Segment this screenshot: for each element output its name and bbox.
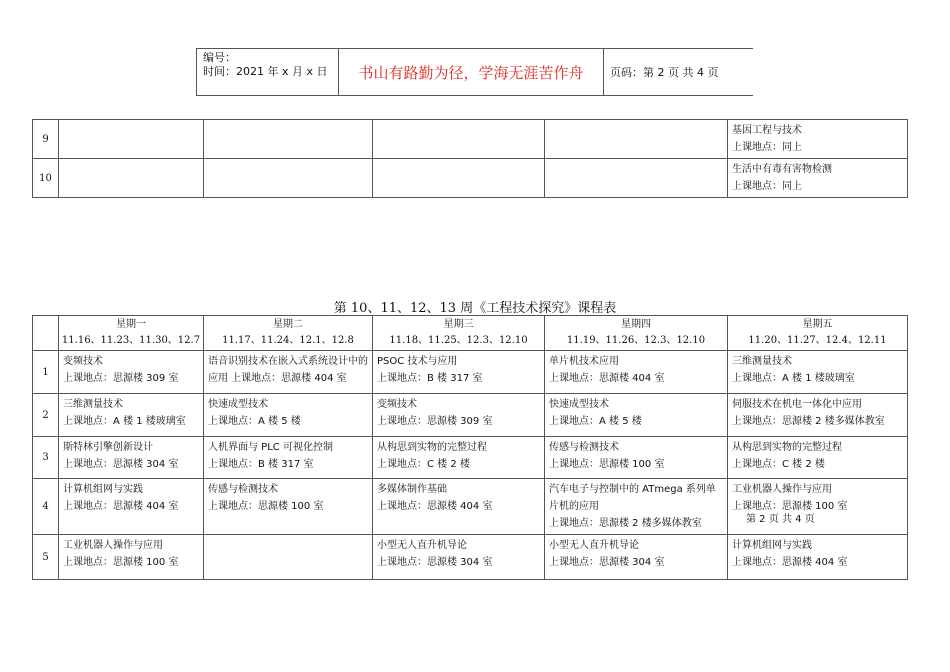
document-header xyxy=(196,48,753,96)
row-number: 5 xyxy=(33,535,59,580)
schedule-cell xyxy=(545,535,728,580)
schedule-cell xyxy=(59,351,204,394)
course-location: 上课地点：C 楼 2 楼 xyxy=(732,459,825,470)
course-location: 上课地点：思源楼 100 室 xyxy=(208,501,324,512)
schedule-title: 第 10、11、12、13 周《工程技术探究》课程表 xyxy=(333,301,617,316)
course-location: 上课地点：同上 xyxy=(732,181,802,192)
course-name: 汽车电子与控制中的 ATmega 系列单片机的应用 xyxy=(549,484,716,512)
empty-cell xyxy=(204,535,373,580)
day-dates: 11.20、11.27、12.4、12.11 xyxy=(748,335,887,346)
schedule-cell xyxy=(545,479,728,535)
schedule-cell xyxy=(204,437,373,479)
course-name: 计算机组网与实践 xyxy=(63,484,143,495)
day-dates: 11.17、11.24、12.1、12.8 xyxy=(222,335,354,346)
course-location: 上课地点：思源楼 304 室 xyxy=(377,557,493,568)
row-number: 2 xyxy=(33,394,59,437)
day-name: 星期一 xyxy=(116,319,146,330)
course-location: 上课地点：A 楼 5 楼 xyxy=(549,416,642,427)
day-name: 星期三 xyxy=(443,319,474,330)
day-header xyxy=(728,316,908,351)
course-name: 语音识别技术在嵌入式系统设计中的应用 上课地点：思源楼 404 室 xyxy=(208,356,368,384)
course-name: PSOC 技术与应用 xyxy=(377,356,458,367)
schedule-cell xyxy=(545,351,728,394)
course-location: 上课地点：思源楼 404 室 xyxy=(732,557,848,568)
schedule-cell xyxy=(545,437,728,479)
schedule-cell xyxy=(59,535,204,580)
schedule-cell xyxy=(373,479,545,535)
schedule-cell xyxy=(373,437,545,479)
course-location: 上课地点：思源楼 404 室 xyxy=(549,373,665,384)
schedule-cell xyxy=(728,159,908,198)
course-name: 单片机技术应用 xyxy=(549,356,619,367)
course-name: 从构思到实物的完整过程 xyxy=(377,442,487,453)
schedule-cell xyxy=(373,535,545,580)
course-location: 上课地点：思源楼 404 室 xyxy=(63,501,179,512)
course-location: 上课地点：C 楼 2 楼 xyxy=(377,459,470,470)
empty-cell xyxy=(545,120,728,159)
course-name: 从构思到实物的完整过程 xyxy=(732,442,842,453)
page-note: 第 2 页 共 4 页 xyxy=(746,514,815,525)
course-location: 上课地点：思源楼 100 室 xyxy=(549,459,665,470)
table-row xyxy=(33,394,908,437)
row-number: 1 xyxy=(33,351,59,394)
schedule-cell xyxy=(728,120,908,159)
day-dates: 11.18、11.25、12.3、12.10 xyxy=(389,335,528,346)
course-location: 上课地点：思源楼 2 楼多媒体教室 xyxy=(549,518,702,529)
page-info: 页码：第 2 页 共 4 页 xyxy=(610,66,719,79)
course-name: 斯特林引擎创新设计 xyxy=(63,442,153,453)
course-location: 上课地点：B 楼 317 室 xyxy=(377,373,483,384)
course-name: 多媒体制作基础 xyxy=(377,484,447,495)
schedule-cell xyxy=(728,535,908,580)
course-name: 传感与检测技术 xyxy=(208,484,278,495)
empty-cell xyxy=(373,120,545,159)
schedule-cell xyxy=(373,351,545,394)
course-name: 小型无人直升机导论 xyxy=(377,540,467,551)
schedule-cell xyxy=(59,479,204,535)
course-name: 变频技术 xyxy=(377,399,417,410)
empty-cell xyxy=(59,159,204,198)
course-name: 基因工程与技术 xyxy=(732,125,802,136)
course-location: 上课地点：A 楼 5 楼 xyxy=(208,416,301,427)
day-name: 星期二 xyxy=(273,319,303,330)
course-location: 上课地点：思源楼 2 楼多媒体教室 xyxy=(732,416,885,427)
course-location: 上课地点：思源楼 100 室 xyxy=(63,557,179,568)
course-name: 三维测量技术 xyxy=(732,356,792,367)
row-number: 3 xyxy=(33,437,59,479)
table-row xyxy=(33,437,908,479)
course-name: 快速成型技术 xyxy=(208,399,268,410)
row-number: 10 xyxy=(33,159,59,198)
course-name: 变频技术 xyxy=(63,356,103,367)
row-number: 4 xyxy=(33,479,59,535)
table-row xyxy=(33,535,908,580)
table-row xyxy=(33,159,908,198)
empty-cell xyxy=(59,120,204,159)
course-location: 上课地点：A 楼 1 楼玻璃室 xyxy=(732,373,855,384)
empty-cell xyxy=(373,159,545,198)
course-location: 上课地点：思源楼 100 室 xyxy=(732,501,848,512)
course-name: 人机界面与 PLC 可视化控制 xyxy=(208,442,333,453)
empty-cell xyxy=(204,120,373,159)
header-motto: 书山有路勤为径，学海无涯苦作舟 xyxy=(339,49,604,95)
course-name: 快速成型技术 xyxy=(549,399,609,410)
schedule-cell xyxy=(728,437,908,479)
course-name: 三维测量技术 xyxy=(63,399,123,410)
empty-cell xyxy=(545,159,728,198)
schedule-cell xyxy=(59,394,204,437)
schedule-cell xyxy=(728,351,908,394)
course-location: 上课地点：思源楼 309 室 xyxy=(63,373,179,384)
row-number: 9 xyxy=(33,120,59,159)
table-row xyxy=(33,479,908,535)
header-meta xyxy=(197,49,339,95)
day-header xyxy=(59,316,204,351)
schedule-cell xyxy=(204,394,373,437)
number-label: 编号： xyxy=(203,51,236,64)
schedule-cell xyxy=(204,479,373,535)
course-schedule-table xyxy=(32,315,908,580)
course-location: 上课地点：思源楼 404 室 xyxy=(377,501,493,512)
course-location: 上课地点：A 楼 1 楼玻璃室 xyxy=(63,416,186,427)
day-name: 星期四 xyxy=(621,319,651,330)
course-name: 计算机组网与实践 xyxy=(732,540,812,551)
schedule-cell xyxy=(728,394,908,437)
course-name: 工业机器人操作与应用 xyxy=(63,540,163,551)
course-name: 伺服技术在机电一体化中应用 xyxy=(732,399,862,410)
schedule-cell xyxy=(545,394,728,437)
schedule-cell xyxy=(204,351,373,394)
day-header xyxy=(204,316,373,351)
day-name: 星期五 xyxy=(802,319,833,330)
course-location: 上课地点：思源楼 304 室 xyxy=(63,459,179,470)
course-name: 传感与检测技术 xyxy=(549,442,619,453)
time-label: 时间：2021 年 x 月 x 日 xyxy=(203,65,328,78)
schedule-cell xyxy=(373,394,545,437)
day-header xyxy=(545,316,728,351)
day-header xyxy=(373,316,545,351)
course-location: 上课地点：B 楼 317 室 xyxy=(208,459,314,470)
top-schedule-table xyxy=(32,119,908,198)
course-name: 小型无人直升机导论 xyxy=(549,540,639,551)
empty-cell xyxy=(204,159,373,198)
course-name: 生活中有毒有害物检测 xyxy=(732,164,832,175)
schedule-cell xyxy=(728,479,908,535)
table-row xyxy=(33,120,908,159)
table-row xyxy=(33,351,908,394)
day-dates: 11.16、11.23、11.30、12.7 xyxy=(61,335,201,346)
day-dates: 11.19、11.26、12.3、12.10 xyxy=(566,335,706,346)
course-location: 上课地点：同上 xyxy=(732,142,802,153)
course-location: 上课地点：思源楼 309 室 xyxy=(377,416,493,427)
course-name: 工业机器人操作与应用 xyxy=(732,484,832,495)
corner-cell xyxy=(33,316,59,351)
schedule-cell xyxy=(59,437,204,479)
course-location: 上课地点：思源楼 304 室 xyxy=(549,557,665,568)
